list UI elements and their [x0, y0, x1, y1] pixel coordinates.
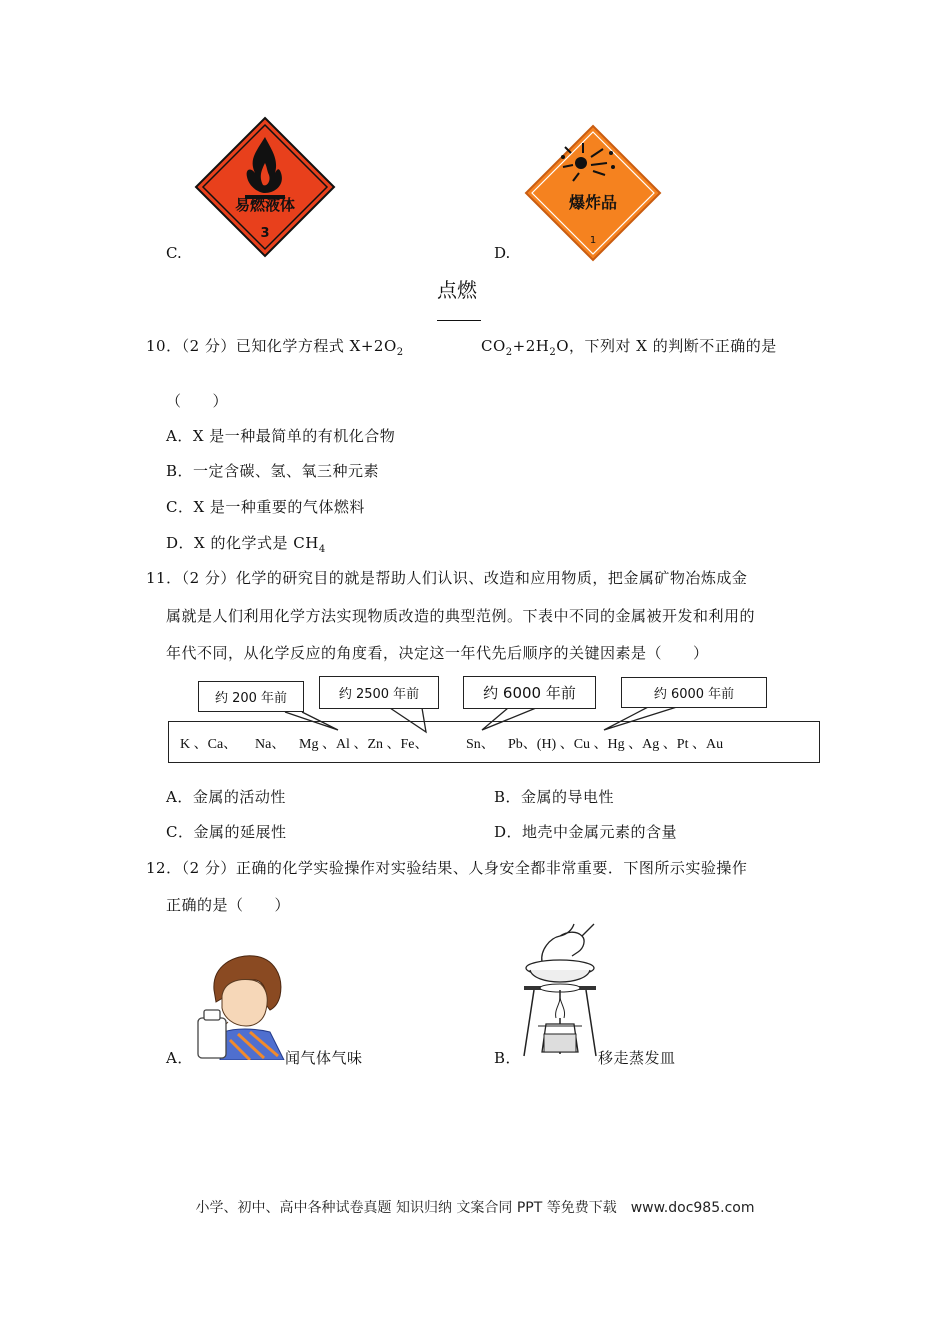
- q10-h2o-sub: 2: [549, 347, 557, 358]
- q10-o2-sub: 2: [396, 347, 404, 358]
- smelling-gas-illustration: [194, 952, 286, 1060]
- q12-option-b-caption: 移走蒸发皿: [598, 1049, 676, 1067]
- q10-option-c: C．X 是一种重要的气体燃料: [166, 498, 365, 516]
- era-box-200: 约 200 年前: [198, 681, 304, 712]
- q10-co2-sub: 2: [505, 347, 513, 358]
- explosive-sign-text: 爆炸品: [568, 193, 618, 212]
- q11-stem-line1: 11．（2 分）化学的研究目的就是帮助人们认识、改造和应用物质，把金属矿物冶炼成金: [146, 569, 748, 587]
- q10-option-a: A．X 是一种最简单的有机化合物: [166, 427, 396, 445]
- q11-option-d: D．地壳中金属元素的含量: [494, 823, 678, 841]
- q11-stem-line2: 属就是人们利用化学方法实现物质改造的典型范例。下表中不同的金属被开发和利用的: [166, 607, 756, 625]
- q10-stem-line1: [146, 335, 404, 358]
- q10-co2: CO: [481, 337, 506, 355]
- q10-stem-end: O，下列对 X 的判断不正确的是: [556, 337, 777, 355]
- q11-option-c: C．金属的延展性: [166, 823, 287, 841]
- q12-option-b-label: B．: [494, 1049, 522, 1067]
- q10-option-d: [166, 532, 326, 555]
- q10-stem-start: （2 分）已知化学方程式 X+2O: [181, 337, 397, 355]
- flammable-liquid-sign: [193, 115, 338, 260]
- q11-option-a: A．金属的活动性: [166, 788, 286, 806]
- reaction-condition: 点燃: [437, 278, 477, 302]
- q10-h2o: +2H: [512, 337, 550, 355]
- q10-ch4-sub: 4: [318, 544, 326, 555]
- metal-group-pb-au: Pb、(H) 、Cu 、Hg 、Ag 、Pt 、Au: [508, 737, 724, 752]
- q12-stem-line2: 正确的是（ ）: [166, 896, 291, 914]
- metal-group-mg-fe: Mg 、Al 、Zn 、Fe、: [299, 737, 429, 752]
- metal-group-na: Na、: [255, 737, 286, 752]
- q12-option-a-caption: 闻气体气味: [285, 1049, 363, 1067]
- q12-stem-line1: 12．（2 分）正确的化学实验操作对实验结果、人身安全都非常重要．下图所示实验操作: [146, 859, 748, 877]
- explosive-sign: [523, 123, 663, 263]
- era-box-6000-a: 约 6000 年前: [463, 676, 596, 709]
- evaporating-dish-illustration: [520, 922, 600, 1064]
- flammable-sign-text: 易燃液体: [234, 196, 296, 214]
- q10-option-d-text: D．X 的化学式是 CH: [166, 534, 319, 552]
- reaction-arrow-line: [437, 320, 481, 321]
- q9-option-c-label: C.: [166, 244, 182, 262]
- page-footer: 小学、初中、高中各种试卷真题 知识归纳 文案合同 PPT 等免费下载 www.doc985.com: [195, 1200, 755, 1216]
- q11-stem-line3: 年代不同，从化学反应的角度看，决定这一年代先后顺序的关键因素是（ ）: [166, 644, 709, 662]
- q12-option-a-label: A．: [166, 1049, 193, 1067]
- metal-group-sn: Sn、: [466, 737, 495, 752]
- q11-option-b: B．金属的导电性: [494, 788, 615, 806]
- q10-option-b: B．一定含碳、氢、氧三种元素: [166, 462, 380, 480]
- metal-group-k-ca: K 、Ca、: [180, 737, 238, 752]
- flammable-sign-number: 3: [260, 226, 270, 241]
- q10-answer-blank: （ ）: [166, 392, 229, 410]
- era-box-2500: 约 2500 年前: [319, 676, 439, 709]
- q10-stem-products: [481, 335, 777, 358]
- q10-number: 10．: [146, 337, 182, 355]
- explosive-sign-number: 1: [589, 235, 597, 246]
- q9-option-d-label: D.: [494, 244, 511, 262]
- era-box-6000-b: 约 6000 年前: [621, 677, 767, 708]
